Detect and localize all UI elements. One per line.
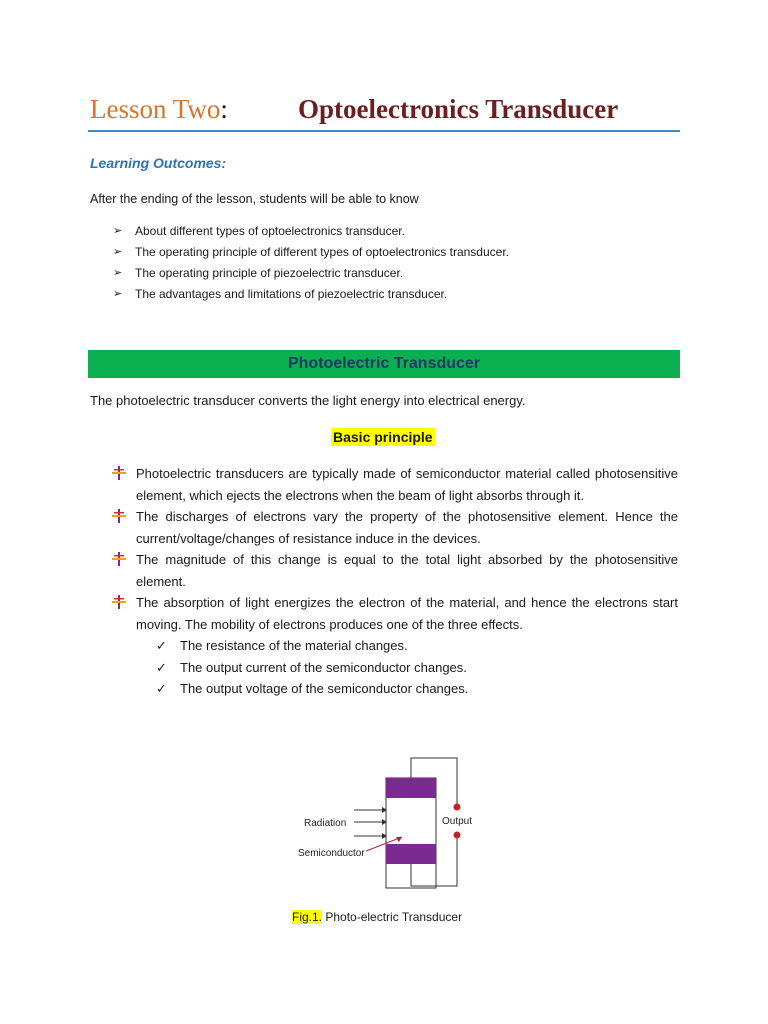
lesson-title: Optoelectronics Transducer xyxy=(298,94,619,124)
basic-principle-heading: Basic principle xyxy=(333,429,433,445)
outcomes-list xyxy=(113,223,509,307)
output-label: Output xyxy=(442,816,473,827)
semiconductor-label: Semiconductor xyxy=(298,848,365,859)
lesson-label: Lesson Two: xyxy=(90,94,228,124)
principle-item: The discharges of electrons vary the property of the photosensitive element. Hence the current/voltage/changes of resistance induce in the devices. xyxy=(112,506,678,549)
bottom-electrode xyxy=(386,844,436,864)
arrow-bullet-icon: ➢ xyxy=(113,288,123,300)
outcome-item: ➢ The operating principle of piezoelectric transducer. xyxy=(113,266,404,280)
outcome-item: ➢ The advantages and limitations of piezoelectric transducer. xyxy=(113,287,448,301)
plus-bullet-icon xyxy=(112,466,126,480)
figure-caption-text: Photo-electric Transducer xyxy=(322,910,463,924)
effect-item: ✓ The resistance of the material changes. xyxy=(156,635,678,657)
checkmark-icon: ✓ xyxy=(156,659,167,675)
section-intro: The photoelectric transducer converts the light energy into electrical energy. xyxy=(90,393,526,408)
checkmark-icon: ✓ xyxy=(156,638,167,653)
plus-bullet-icon xyxy=(112,509,126,523)
plus-bullet-icon xyxy=(112,595,126,609)
top-electrode xyxy=(386,778,436,798)
section-heading-bar xyxy=(88,350,680,378)
arrow-bullet-icon: ➢ xyxy=(113,267,123,279)
effect-item: ✓ The output voltage of the semiconductor changes. xyxy=(156,678,678,700)
effects-list xyxy=(136,635,678,700)
checkmark-icon: ✓ xyxy=(156,681,167,696)
section-heading: Photoelectric Transducer xyxy=(287,355,481,372)
principle-list xyxy=(112,463,678,700)
photoelectric-diagram xyxy=(290,752,480,897)
learning-outcomes-heading: Learning Outcomes: xyxy=(90,155,227,171)
effect-item: ✓ The output current of the semiconductor changes. xyxy=(156,657,678,679)
plus-bullet-icon xyxy=(112,552,126,566)
output-terminal-bottom xyxy=(454,832,461,839)
outcome-item: ➢ About different types of optoelectronics transducer. xyxy=(113,224,405,238)
outcomes-intro: After the ending of the lesson, students will be able to know xyxy=(90,192,419,206)
outcome-item: ➢ The operating principle of different types of optoelectronics transducer. xyxy=(113,245,509,259)
arrow-bullet-icon: ➢ xyxy=(113,246,123,258)
output-terminal-top xyxy=(454,804,461,811)
title-divider xyxy=(88,130,680,132)
principle-item: The magnitude of this change is equal to the total light absorbed by the photosensitive element. xyxy=(112,549,678,592)
principle-item: Photoelectric transducers are typically made of semiconductor material called photosensitive element, which ejects the electrons when the beam of light absorbs through it. xyxy=(112,463,678,506)
radiation-label: Radiation xyxy=(304,818,347,829)
arrow-bullet-icon: ➢ xyxy=(113,225,123,237)
figure-number: Fig.1. xyxy=(292,910,323,924)
principle-item: The absorption of light energizes the electron of the material, and hence the electrons start moving. The mobility of electrons produces one of the three effects. ✓ The resistance of the material changes. ✓ The output current of the semiconductor changes. ✓ The output voltage of the semiconductor changes. xyxy=(112,592,678,700)
figure-caption xyxy=(292,910,462,924)
